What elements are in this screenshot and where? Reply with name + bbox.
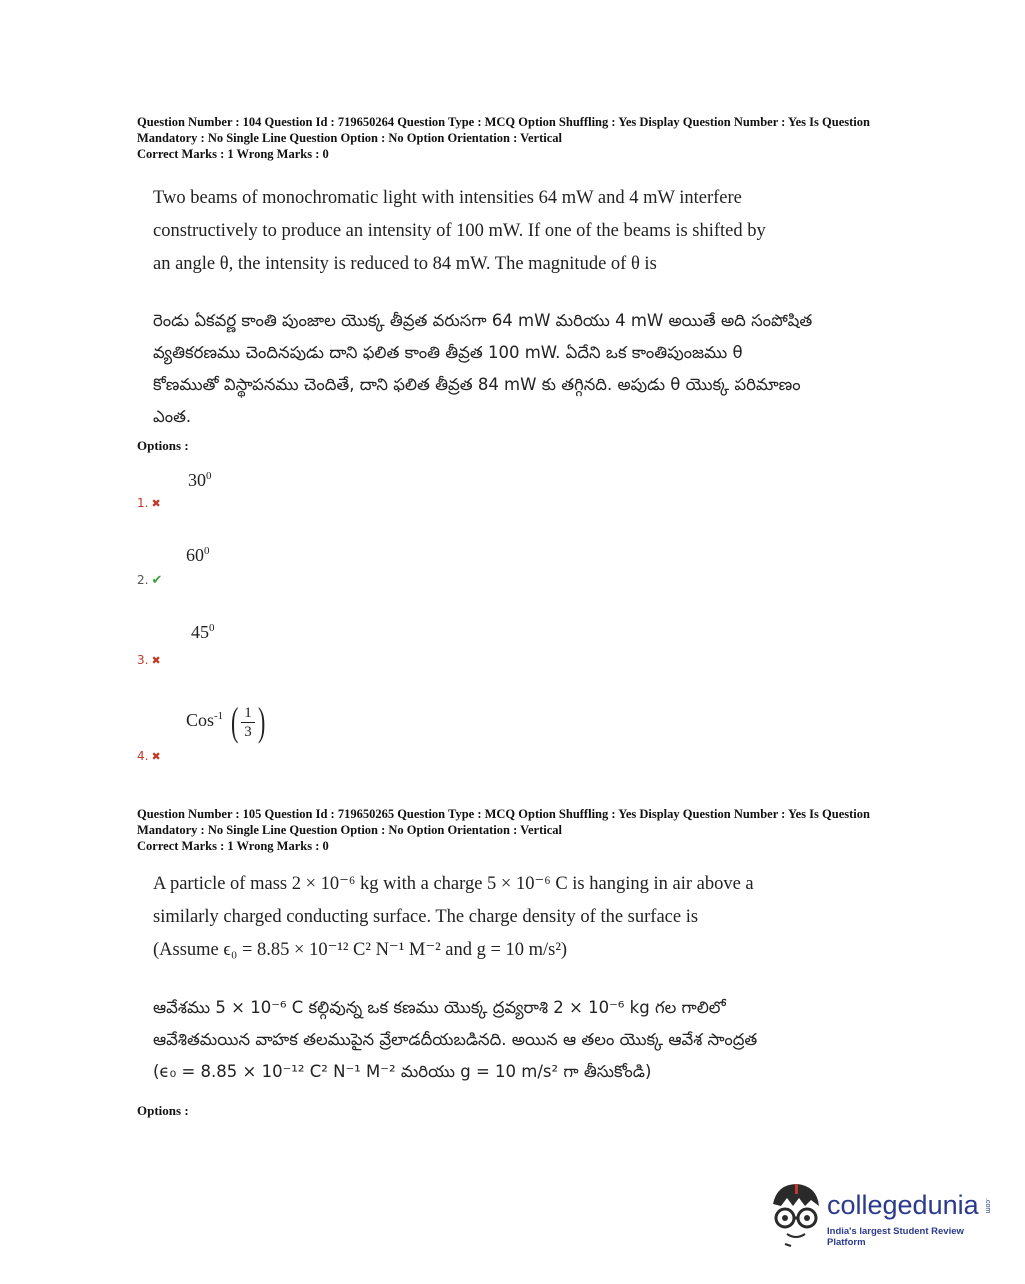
- wrong-icon: ✖: [151, 750, 161, 763]
- q105-te-line3: (ϵ₀ = 8.85 × 10⁻¹² C² N⁻¹ M⁻² మరియు g = 10 m/s² గా తీసుకోండి): [153, 1062, 652, 1081]
- q104-telugu-text: [153, 305, 818, 433]
- q104-meta-line3: Correct Marks : 1 Wrong Marks : 0: [137, 147, 329, 161]
- q104-meta-line1: Question Number : 104 Question Id : 719650264 Question Type : MCQ Option Shuffling : Yes Display Question Number : Yes Is Question: [137, 115, 870, 129]
- q104-meta: [137, 114, 912, 162]
- q104-options-label: Options :: [137, 438, 189, 453]
- logo-suffix: .com: [984, 1198, 991, 1214]
- q105-telugu-text: [153, 992, 818, 1088]
- q105-te-line1: ఆవేశము 5 × 10⁻⁶ C కల్గివున్న ఒక కణము యొక్క ద్రవ్యరాశి 2 × 10⁻⁶ kg గల గాలిలో: [153, 998, 726, 1017]
- q105-meta-line2: Mandatory : No Single Line Question Option : No Option Orientation : Vertical: [137, 823, 563, 837]
- q105-en-line3: (Assume ϵ₀ = 8.85 × 10⁻¹² C² N⁻¹ M⁻² and g = 10 m/s²): [153, 940, 568, 960]
- q104-option-2-number: 2. ✔: [137, 573, 163, 588]
- q104-option-1-number: 1. ✖: [137, 496, 161, 510]
- q104-meta-line2: Mandatory : No Single Line Question Option : No Option Orientation : Vertical: [137, 131, 563, 145]
- q105-meta: [137, 806, 912, 854]
- collegedunia-logo[interactable]: [765, 1178, 995, 1248]
- logo-tagline: India's largest Student Review Platform: [827, 1226, 964, 1248]
- q104-option-2-value[interactable]: $60^0$: [186, 545, 210, 565]
- checkmark-icon: ✔: [151, 573, 163, 588]
- q105-meta-line1: Question Number : 105 Question Id : 719650265 Question Type : MCQ Option Shuffling : Yes Display Question Number : Yes Is Question: [137, 807, 870, 821]
- q104-te-line4: ఎంత.: [153, 407, 192, 426]
- q104-option-1-value[interactable]: $30^0$: [188, 470, 212, 490]
- mascot-icon: [765, 1178, 827, 1248]
- fraction-numerator: 1: [244, 704, 252, 721]
- q105-en-line2: similarly charged conducting surface. The charge density of the surface is: [153, 907, 699, 927]
- q104-option-4-number: 4. ✖: [137, 749, 161, 763]
- q104-en-line2: constructively to produce an intensity of 100 mW. If one of the beams is shifted by: [153, 221, 766, 241]
- q105-options-label: Options :: [137, 1103, 189, 1118]
- fraction: [228, 699, 269, 744]
- q104-en-line1: Two beams of monochromatic light with intensities 64 mW and 4 mW interfere: [153, 188, 742, 208]
- q105-en-line1: A particle of mass 2 × 10⁻⁶ kg with a charge 5 × 10⁻⁶ C is hanging in air above a: [153, 874, 754, 894]
- q104-option-3-value[interactable]: $45^0$: [191, 622, 215, 642]
- left-paren: (: [230, 699, 239, 744]
- wrong-icon: ✖: [151, 497, 161, 510]
- q105-meta-line3: Correct Marks : 1 Wrong Marks : 0: [137, 839, 329, 853]
- fraction-denominator: 3: [244, 723, 252, 740]
- q105-english-text: [153, 868, 818, 967]
- q104-en-line3: an angle θ, the intensity is reduced to 84 mW. The magnitude of θ is: [153, 254, 657, 274]
- wrong-icon: ✖: [151, 654, 161, 667]
- q104-te-line3: కోణముతో విస్థాపనము చెందితే, దాని ఫలిత తీవ్రత 84 mW కు తగ్గినది. అపుడు θ యొక్క పరిమాణం: [153, 375, 801, 394]
- q104-te-line1: రెండు ఏకవర్ణ కాంతి పుంజాల యొక్క తీవ్రత వరుసగా 64 mW మరియు 4 mW అయితే అది సంపోషిత: [153, 311, 813, 330]
- q104-option-3-number: 3. ✖: [137, 653, 161, 667]
- q104-option-4-value[interactable]: Cos$^{-1}$ ( 1 3 ): [186, 702, 268, 742]
- right-paren: ): [258, 699, 266, 744]
- q104-te-line2: వ్యతికరణము చెందినపుడు దాని ఫలిత కాంతి తీవ్రత 100 mW. ఏదేని ఒక కాంతిపుంజము θ: [153, 343, 743, 362]
- q105-te-line2: ఆవేశితమయిన వాహక తలముపైన వ్రేలాడదీయబడినది. అయిన ఆ తలం యొక్క ఆవేశ సాంద్రత: [153, 1030, 758, 1049]
- q104-english-text: [153, 182, 818, 281]
- logo-wordmark: collegedunia: [827, 1190, 979, 1220]
